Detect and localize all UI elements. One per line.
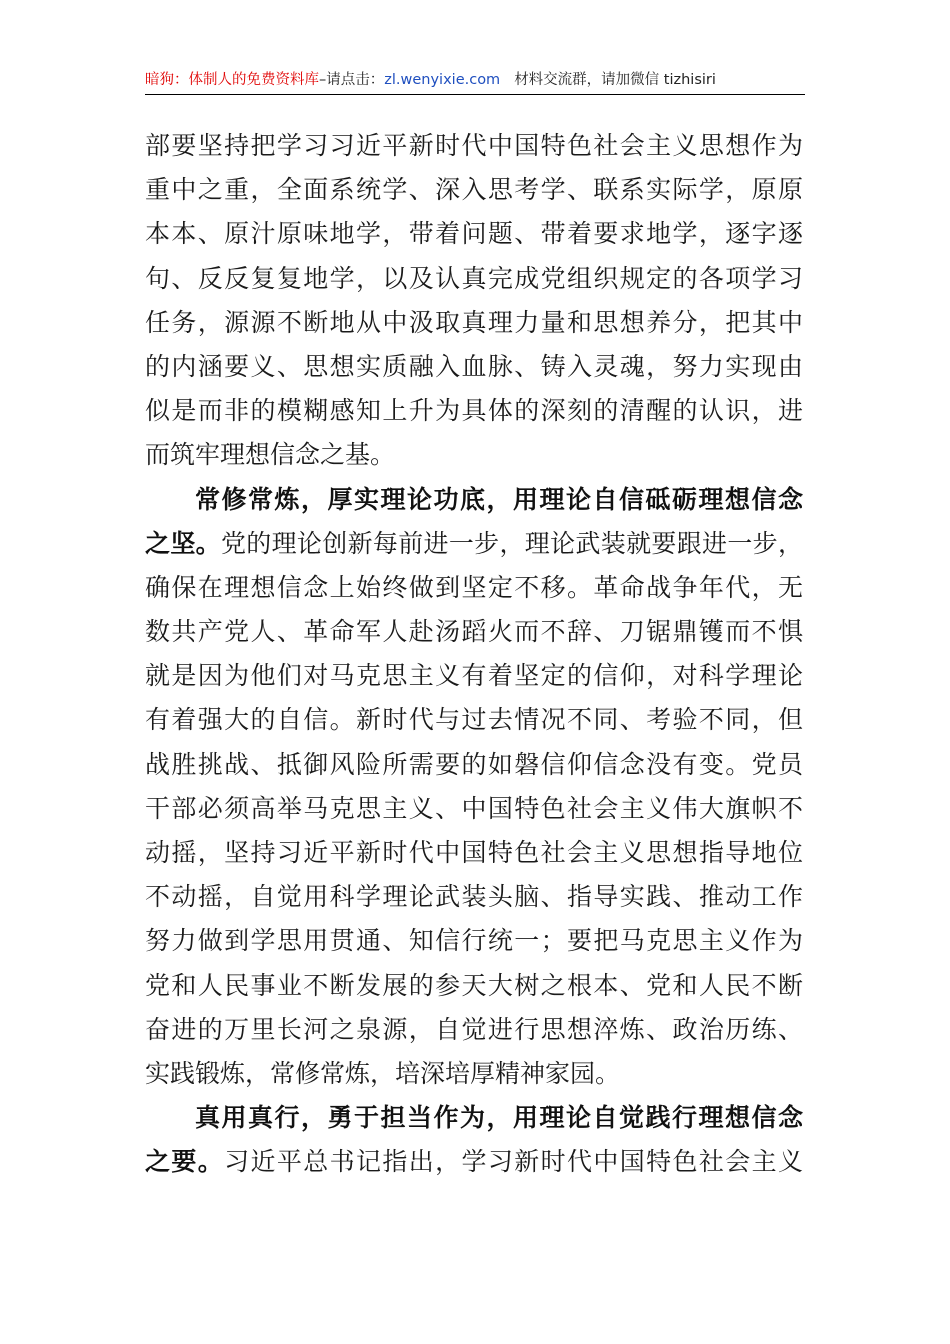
text-line: 重中之重，全面系统学、深入思考学、联系实际学，原原	[145, 175, 803, 205]
paragraph-3	[145, 1096, 815, 1184]
text-line: 战胜挑战、抵御风险所需要的如磐信仰信念没有变。党员	[145, 749, 803, 779]
section-heading: 常修常炼，厚实理论功底，用理论自信砥砺理想信念	[195, 484, 803, 514]
text-line: 党和人民事业不断发展的参天大树之根本、党和人民不断	[145, 970, 803, 1000]
text-line	[145, 522, 803, 566]
text-line: 句、反反复复地学，以及认真完成党组织规定的各项学习	[145, 263, 803, 293]
text-line: 确保在理想信念上始终做到坚定不移。革命战争年代，无	[145, 572, 803, 602]
site-url-link[interactable]: zl.wenyixie.com	[384, 72, 501, 88]
text-line: 干部必须高举马克思主义、中国特色社会主义伟大旗帜不	[145, 793, 803, 823]
text-line: 而筑牢理想信念之基。	[145, 440, 396, 470]
link-prefix: –请点击：	[319, 72, 385, 88]
text-line	[145, 1140, 803, 1184]
text-line: 似是而非的模糊感知上升为具体的深刻的清醒的认识，进	[145, 396, 803, 426]
text-run: 习近平总书记指出，学习新时代中国特色社会主义	[224, 1147, 803, 1177]
paragraph-2	[145, 478, 815, 1097]
text-line: 数共产党人、革命军人赴汤蹈火而不辞、刀锯鼎镬而不惧	[145, 617, 803, 647]
text-line: 动摇，坚持习近平新时代中国特色社会主义思想指导地位	[145, 838, 803, 867]
text-line: 努力做到学思用贯通、知信行统一；要把马克思主义作为	[145, 926, 803, 956]
section-heading: 真用真行，勇于担当作为，用理论自觉践行理想信念	[195, 1103, 803, 1133]
text-line: 奋进的万里长河之泉源，自觉进行思想淬炼、政治历练、	[145, 1014, 803, 1044]
text-line: 本本、原汁原味地学，带着问题、带着要求地学，逐字逐	[145, 219, 803, 249]
text-line: 实践锻炼，常修常炼，培深培厚精神家园。	[145, 1058, 621, 1088]
site-name: 暗狗：体制人的免费资料库	[145, 72, 319, 88]
text-line: 任务，源源不断地从中汲取真理力量和思想养分，把其中	[145, 307, 803, 337]
text-line: 部要坚持把学习习近平新时代中国特色社会主义思想作为	[145, 131, 803, 160]
text-line: 就是因为他们对马克思主义有着坚定的信仰，对科学理论	[145, 661, 803, 691]
wechat-group-text: 材料交流群，请加微信 tizhisiri	[514, 72, 716, 88]
text-run: 党的理论创新每前进一步，理论武装就要跟进一步，	[220, 528, 803, 558]
text-line: 不动摇，自觉用科学理论武装头脑、指导实践、推动工作	[145, 882, 803, 912]
page-header	[145, 66, 805, 95]
text-line: 的内涵要义、思想实质融入血脉、铸入灵魂，努力实现由	[145, 351, 803, 381]
section-heading-end: 之坚。	[145, 528, 221, 558]
paragraph-1	[145, 124, 815, 478]
text-line: 有着强大的自信。新时代与过去情况不同、考验不同，但	[145, 705, 803, 735]
document-body	[145, 124, 815, 1185]
section-heading-end: 之要。	[145, 1147, 225, 1177]
